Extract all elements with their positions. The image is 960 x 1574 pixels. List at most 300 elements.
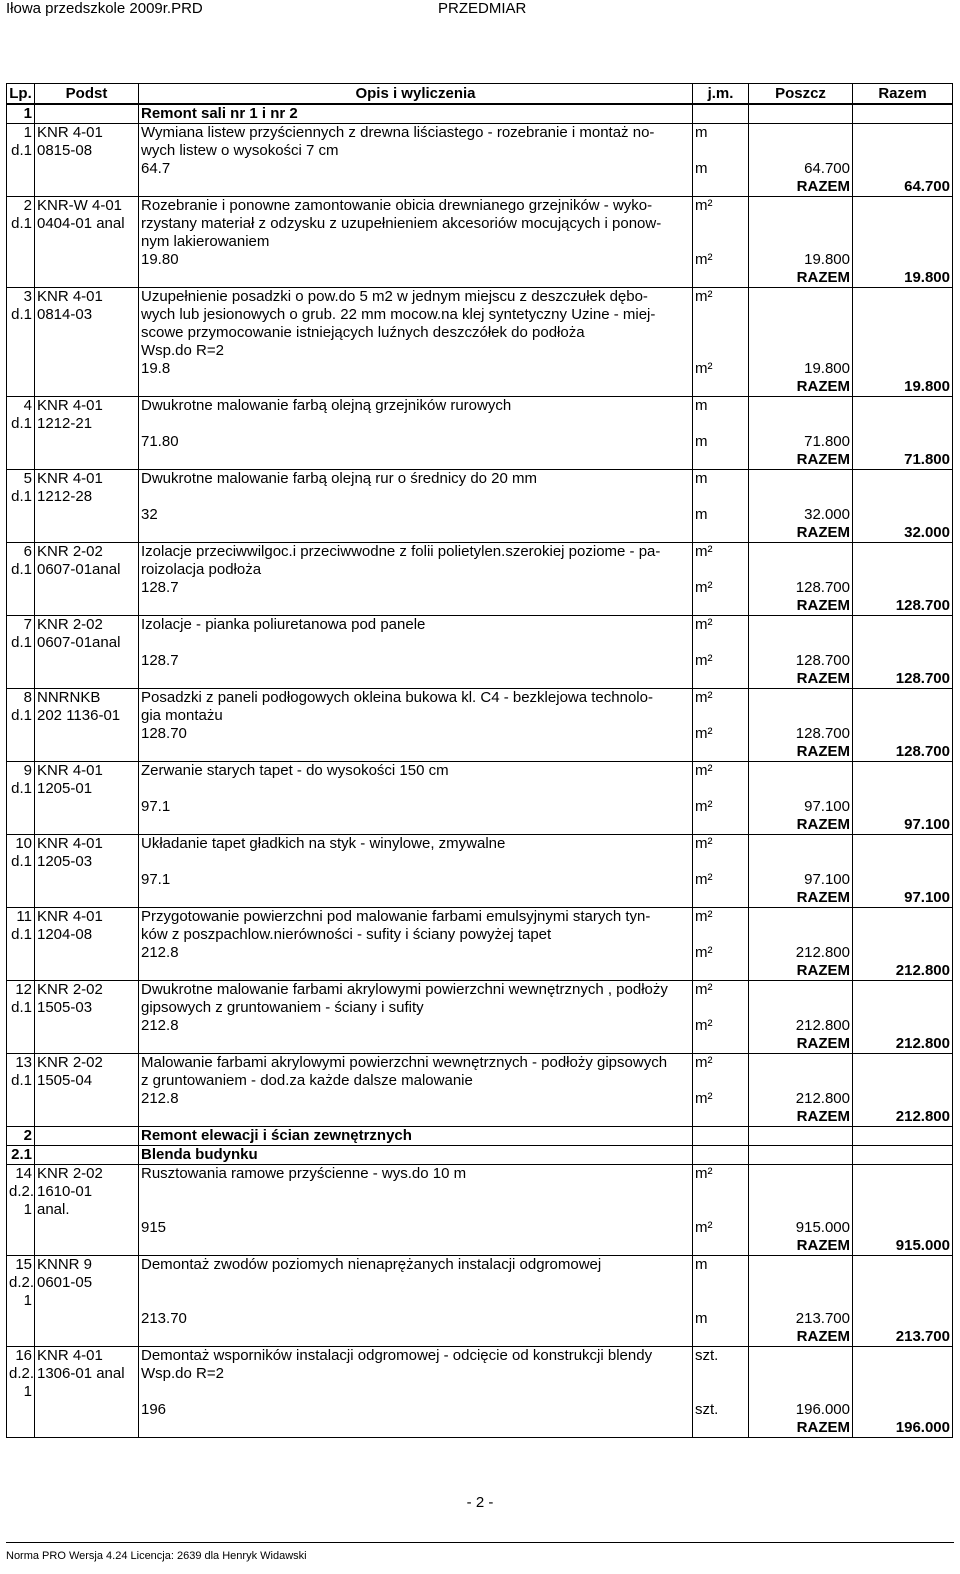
razem-value: 97.100 xyxy=(853,889,953,908)
document-title: PRZEDMIAR xyxy=(438,0,527,17)
empty-cell xyxy=(139,962,693,981)
empty-cell xyxy=(693,178,749,197)
item-description: Izolacje przeciwwilgoc.i przeciwwodne z folii polietylen.szerokiej poziome - pa- xyxy=(139,543,693,562)
calc-value: 212.8 xyxy=(139,1090,693,1108)
razem-row xyxy=(7,1035,953,1054)
empty-cell xyxy=(749,142,853,160)
empty-cell xyxy=(749,926,853,944)
calc-unit: m² xyxy=(693,360,749,378)
item-description xyxy=(139,1292,693,1310)
razem-label: RAZEM xyxy=(749,743,853,762)
item-row xyxy=(7,1347,953,1366)
empty-cell xyxy=(853,324,953,342)
empty-cell xyxy=(853,944,953,962)
item-row xyxy=(7,215,953,233)
item-row xyxy=(7,142,953,160)
empty-cell xyxy=(853,926,953,944)
empty-cell xyxy=(853,251,953,269)
empty-cell xyxy=(749,124,853,143)
item-description xyxy=(139,1274,693,1292)
item-row xyxy=(7,853,953,871)
razem-label: RAZEM xyxy=(749,524,853,543)
item-lp: 11 xyxy=(7,908,35,927)
empty-cell xyxy=(853,725,953,743)
empty-cell xyxy=(749,780,853,798)
item-row xyxy=(7,233,953,251)
razem-label: RAZEM xyxy=(749,889,853,908)
item-podstawa: KNR 2-02 xyxy=(35,981,139,1000)
empty-cell xyxy=(853,1072,953,1090)
empty-cell xyxy=(35,670,139,689)
calc-value: 128.70 xyxy=(139,725,693,743)
item-unit: m² xyxy=(693,616,749,635)
calc-poszcz: 64.700 xyxy=(749,160,853,178)
empty-cell xyxy=(35,597,139,616)
empty-cell xyxy=(35,798,139,816)
section-row xyxy=(7,104,953,124)
item-row xyxy=(7,908,953,927)
item-row xyxy=(7,1292,953,1310)
item-description xyxy=(139,1383,693,1401)
empty-cell xyxy=(853,1365,953,1383)
empty-cell xyxy=(139,524,693,543)
empty-cell xyxy=(749,616,853,635)
empty-cell xyxy=(35,1017,139,1035)
empty-cell xyxy=(853,1017,953,1035)
empty-cell xyxy=(749,470,853,489)
empty-cell xyxy=(853,1256,953,1275)
empty-cell xyxy=(749,233,853,251)
empty-cell xyxy=(35,506,139,524)
calc-poszcz: 71.800 xyxy=(749,433,853,451)
item-unit: m xyxy=(693,124,749,143)
empty-cell xyxy=(35,871,139,889)
item-description: Wsp.do R=2 xyxy=(139,1365,693,1383)
item-podstawa: anal. xyxy=(35,1201,139,1219)
empty-cell xyxy=(853,1347,953,1366)
empty-cell xyxy=(7,360,35,378)
empty-cell xyxy=(749,762,853,781)
empty-cell xyxy=(853,488,953,506)
item-lp xyxy=(7,324,35,342)
razem-label: RAZEM xyxy=(749,962,853,981)
empty-cell xyxy=(749,835,853,854)
item-podstawa: KNR 4-01 xyxy=(35,397,139,416)
empty-cell xyxy=(749,707,853,725)
item-lp: d.1 xyxy=(7,999,35,1017)
item-row xyxy=(7,689,953,708)
calc-poszcz: 19.800 xyxy=(749,251,853,269)
empty-cell xyxy=(693,378,749,397)
item-lp: 1 xyxy=(7,1201,35,1219)
empty-cell xyxy=(7,1419,35,1438)
item-podstawa: 202 1136-01 xyxy=(35,707,139,725)
item-unit: m² xyxy=(693,981,749,1000)
page-number: - 2 - xyxy=(466,1494,494,1511)
item-description xyxy=(139,488,693,506)
calc-row xyxy=(7,433,953,451)
calc-row xyxy=(7,160,953,178)
item-row xyxy=(7,415,953,433)
item-lp: d.2. xyxy=(7,1183,35,1201)
item-row xyxy=(7,397,953,416)
col-header-razem: Razem xyxy=(853,84,953,105)
calc-row xyxy=(7,1310,953,1328)
empty-cell xyxy=(749,1165,853,1184)
item-description: Posadzki z paneli podłogowych okleina bukowa kl. C4 - bezklejowa technolo- xyxy=(139,689,693,708)
item-podstawa: KNR-W 4-01 xyxy=(35,197,139,216)
item-row xyxy=(7,999,953,1017)
item-row xyxy=(7,342,953,360)
item-row xyxy=(7,470,953,489)
razem-value: 212.800 xyxy=(853,962,953,981)
calc-value: 128.7 xyxy=(139,579,693,597)
calc-value: 97.1 xyxy=(139,871,693,889)
empty-cell xyxy=(35,1090,139,1108)
empty-cell xyxy=(35,1419,139,1438)
razem-row xyxy=(7,889,953,908)
item-unit: m² xyxy=(693,835,749,854)
razem-row xyxy=(7,1328,953,1347)
empty-cell xyxy=(853,342,953,360)
empty-cell xyxy=(7,433,35,451)
calc-value: 19.8 xyxy=(139,360,693,378)
item-unit xyxy=(693,1383,749,1401)
item-podstawa: 1205-01 xyxy=(35,780,139,798)
empty-cell xyxy=(853,1219,953,1237)
empty-cell xyxy=(35,433,139,451)
calc-unit: m² xyxy=(693,1017,749,1035)
empty-cell xyxy=(35,160,139,178)
item-lp: d.1 xyxy=(7,142,35,160)
calc-unit: m xyxy=(693,433,749,451)
item-description xyxy=(139,1201,693,1219)
empty-cell xyxy=(7,1237,35,1256)
razem-label: RAZEM xyxy=(749,451,853,470)
document-header xyxy=(6,0,954,20)
empty-cell xyxy=(7,178,35,197)
item-description: scowe przymocowanie istniejących luźnych deszczółek do podłoża xyxy=(139,324,693,342)
empty-cell xyxy=(693,962,749,981)
item-podstawa: KNR 4-01 xyxy=(35,762,139,781)
item-lp: d.1 xyxy=(7,634,35,652)
item-unit xyxy=(693,1274,749,1292)
empty-cell xyxy=(35,1328,139,1347)
empty-cell xyxy=(693,670,749,689)
empty-cell xyxy=(749,1383,853,1401)
calc-poszcz: 212.800 xyxy=(749,1090,853,1108)
calc-unit: m xyxy=(693,160,749,178)
item-description: z gruntowaniem - dod.za każde dalsze malowanie xyxy=(139,1072,693,1090)
empty-cell xyxy=(853,160,953,178)
col-header-opis: Opis i wyliczenia xyxy=(139,84,693,105)
item-unit: m² xyxy=(693,1165,749,1184)
item-unit: m xyxy=(693,397,749,416)
razem-row xyxy=(7,597,953,616)
razem-value: 97.100 xyxy=(853,816,953,835)
item-row xyxy=(7,616,953,635)
item-description: ków z poszpachlow.nierówności - sufity i ściany powyżej tapet xyxy=(139,926,693,944)
empty-cell xyxy=(35,1146,139,1165)
empty-cell xyxy=(853,999,953,1017)
item-row xyxy=(7,1165,953,1184)
item-description xyxy=(139,415,693,433)
empty-cell xyxy=(853,360,953,378)
empty-cell xyxy=(35,816,139,835)
item-row xyxy=(7,288,953,307)
empty-cell xyxy=(749,1127,853,1146)
item-lp: d.1 xyxy=(7,561,35,579)
empty-cell xyxy=(139,1328,693,1347)
empty-cell xyxy=(693,743,749,762)
empty-cell xyxy=(139,597,693,616)
item-lp: 16 xyxy=(7,1347,35,1366)
empty-cell xyxy=(749,397,853,416)
item-description xyxy=(139,1183,693,1201)
item-podstawa: KNNR 9 xyxy=(35,1256,139,1275)
empty-cell xyxy=(35,1127,139,1146)
empty-cell xyxy=(853,1383,953,1401)
item-lp: d.1 xyxy=(7,1072,35,1090)
empty-cell xyxy=(7,597,35,616)
empty-cell xyxy=(853,707,953,725)
calc-poszcz: 128.700 xyxy=(749,725,853,743)
empty-cell xyxy=(853,762,953,781)
item-description: rzystany materiał z odzysku z uzupełnieniem akcesoriów mocujących i ponow- xyxy=(139,215,693,233)
razem-value: 128.700 xyxy=(853,597,953,616)
item-description: gia montażu xyxy=(139,707,693,725)
item-unit xyxy=(693,306,749,324)
razem-value: 212.800 xyxy=(853,1035,953,1054)
item-unit: m² xyxy=(693,1054,749,1073)
empty-cell xyxy=(749,215,853,233)
empty-cell xyxy=(7,871,35,889)
item-description: Przygotowanie powierzchni pod malowanie farbami emulsyjnymi starych tyn- xyxy=(139,908,693,927)
item-description: Wymiana listew przyściennych z drewna liściastego - rozebranie i montaż no- xyxy=(139,124,693,143)
subsection-number: 2.1 xyxy=(7,1146,35,1165)
item-lp: 15 xyxy=(7,1256,35,1275)
item-row xyxy=(7,1256,953,1275)
calc-poszcz: 97.100 xyxy=(749,798,853,816)
col-header-lp: Lp. xyxy=(7,84,35,105)
razem-label: RAZEM xyxy=(749,1237,853,1256)
item-podstawa: KNR 2-02 xyxy=(35,1054,139,1073)
subsection-title: Blenda budynku xyxy=(139,1146,693,1165)
empty-cell xyxy=(749,1292,853,1310)
empty-cell xyxy=(7,1310,35,1328)
item-unit xyxy=(693,926,749,944)
empty-cell xyxy=(853,561,953,579)
empty-cell xyxy=(853,1201,953,1219)
razem-row xyxy=(7,269,953,288)
empty-cell xyxy=(693,1146,749,1165)
calc-value: 32 xyxy=(139,506,693,524)
razem-label: RAZEM xyxy=(749,670,853,689)
item-unit xyxy=(693,233,749,251)
empty-cell xyxy=(853,470,953,489)
item-podstawa: KNR 2-02 xyxy=(35,1165,139,1184)
empty-cell xyxy=(693,597,749,616)
item-description: Demontaż wsporników instalacji odgromowej - odcięcie od konstrukcji blendy xyxy=(139,1347,693,1366)
item-description: Wsp.do R=2 xyxy=(139,342,693,360)
empty-cell xyxy=(35,269,139,288)
razem-row xyxy=(7,451,953,470)
item-unit xyxy=(693,1072,749,1090)
section-number: 2 xyxy=(7,1127,35,1146)
calc-unit: m² xyxy=(693,871,749,889)
razem-value: 64.700 xyxy=(853,178,953,197)
item-row xyxy=(7,543,953,562)
item-unit: m² xyxy=(693,762,749,781)
empty-cell xyxy=(853,543,953,562)
item-lp: 6 xyxy=(7,543,35,562)
empty-cell xyxy=(35,889,139,908)
item-description: nym lakierowaniem xyxy=(139,233,693,251)
calc-poszcz: 212.800 xyxy=(749,944,853,962)
item-lp: d.1 xyxy=(7,926,35,944)
item-description: roizolacja podłoża xyxy=(139,561,693,579)
razem-row xyxy=(7,1237,953,1256)
empty-cell xyxy=(139,1108,693,1127)
item-row xyxy=(7,1201,953,1219)
col-header-podst: Podst xyxy=(35,84,139,105)
item-description xyxy=(139,634,693,652)
empty-cell xyxy=(853,1401,953,1419)
item-lp xyxy=(7,342,35,360)
item-podstawa: 1205-03 xyxy=(35,853,139,871)
calc-row xyxy=(7,944,953,962)
razem-row xyxy=(7,1419,953,1438)
razem-label: RAZEM xyxy=(749,1035,853,1054)
item-row xyxy=(7,707,953,725)
item-podstawa: KNR 4-01 xyxy=(35,1347,139,1366)
item-podstawa: 0814-03 xyxy=(35,306,139,324)
empty-cell xyxy=(35,378,139,397)
empty-cell xyxy=(7,1401,35,1419)
empty-cell xyxy=(749,543,853,562)
empty-cell xyxy=(7,962,35,981)
calc-value: 97.1 xyxy=(139,798,693,816)
empty-cell xyxy=(853,1165,953,1184)
empty-cell xyxy=(7,1328,35,1347)
item-row xyxy=(7,324,953,342)
item-podstawa: 1505-03 xyxy=(35,999,139,1017)
item-row xyxy=(7,926,953,944)
calc-value: 212.8 xyxy=(139,944,693,962)
razem-value: 196.000 xyxy=(853,1419,953,1438)
empty-cell xyxy=(853,908,953,927)
calc-row xyxy=(7,725,953,743)
item-unit xyxy=(693,342,749,360)
item-row xyxy=(7,634,953,652)
item-description xyxy=(139,780,693,798)
item-unit xyxy=(693,634,749,652)
calc-poszcz: 19.800 xyxy=(749,360,853,378)
footer-divider xyxy=(6,1542,954,1543)
table-header-row xyxy=(7,84,953,105)
empty-cell xyxy=(139,889,693,908)
item-lp: d.1 xyxy=(7,707,35,725)
item-row xyxy=(7,762,953,781)
razem-row xyxy=(7,524,953,543)
calc-row xyxy=(7,506,953,524)
empty-cell xyxy=(7,725,35,743)
item-podstawa: KNR 4-01 xyxy=(35,908,139,927)
empty-cell xyxy=(35,579,139,597)
empty-cell xyxy=(749,1146,853,1165)
col-header-poszcz: Poszcz xyxy=(749,84,853,105)
razem-row xyxy=(7,962,953,981)
calc-unit: m² xyxy=(693,725,749,743)
empty-cell xyxy=(7,1035,35,1054)
empty-cell xyxy=(853,689,953,708)
section-title: Remont sali nr 1 i nr 2 xyxy=(139,104,693,124)
subsection-row xyxy=(7,1146,953,1165)
item-description: Układanie tapet gładkich na styk - winylowe, zmywalne xyxy=(139,835,693,854)
calc-value: 64.7 xyxy=(139,160,693,178)
item-row xyxy=(7,780,953,798)
razem-value: 71.800 xyxy=(853,451,953,470)
item-row xyxy=(7,488,953,506)
empty-cell xyxy=(749,306,853,324)
empty-cell xyxy=(853,798,953,816)
empty-cell xyxy=(693,104,749,124)
empty-cell xyxy=(139,451,693,470)
item-lp: d.1 xyxy=(7,488,35,506)
empty-cell xyxy=(35,1219,139,1237)
razem-value: 915.000 xyxy=(853,1237,953,1256)
item-podstawa: 1610-01 xyxy=(35,1183,139,1201)
calc-poszcz: 32.000 xyxy=(749,506,853,524)
razem-value: 128.700 xyxy=(853,743,953,762)
empty-cell xyxy=(749,1347,853,1366)
item-unit xyxy=(693,415,749,433)
empty-cell xyxy=(139,1035,693,1054)
item-unit: m xyxy=(693,470,749,489)
empty-cell xyxy=(7,269,35,288)
empty-cell xyxy=(853,233,953,251)
empty-cell xyxy=(853,197,953,216)
empty-cell xyxy=(749,488,853,506)
item-podstawa: NNRNKB xyxy=(35,689,139,708)
item-description: Uzupełnienie posadzki o pow.do 5 m2 w jednym miejscu z deszczułek dębo- xyxy=(139,288,693,307)
empty-cell xyxy=(853,1274,953,1292)
empty-cell xyxy=(749,561,853,579)
empty-cell xyxy=(7,1219,35,1237)
item-podstawa: 1204-08 xyxy=(35,926,139,944)
empty-cell xyxy=(693,269,749,288)
razem-label: RAZEM xyxy=(749,597,853,616)
empty-cell xyxy=(693,1035,749,1054)
calc-row xyxy=(7,251,953,269)
item-lp: 12 xyxy=(7,981,35,1000)
item-row xyxy=(7,197,953,216)
item-podstawa: 0607-01anal xyxy=(35,561,139,579)
item-lp: 9 xyxy=(7,762,35,781)
empty-cell xyxy=(7,1108,35,1127)
empty-cell xyxy=(693,1127,749,1146)
empty-cell xyxy=(7,1090,35,1108)
empty-cell xyxy=(853,124,953,143)
item-podstawa xyxy=(35,342,139,360)
calc-row xyxy=(7,798,953,816)
item-podstawa xyxy=(35,1383,139,1401)
item-podstawa: KNR 4-01 xyxy=(35,288,139,307)
empty-cell xyxy=(853,1292,953,1310)
empty-cell xyxy=(7,743,35,762)
item-podstawa: KNR 2-02 xyxy=(35,543,139,562)
calc-unit: m² xyxy=(693,944,749,962)
